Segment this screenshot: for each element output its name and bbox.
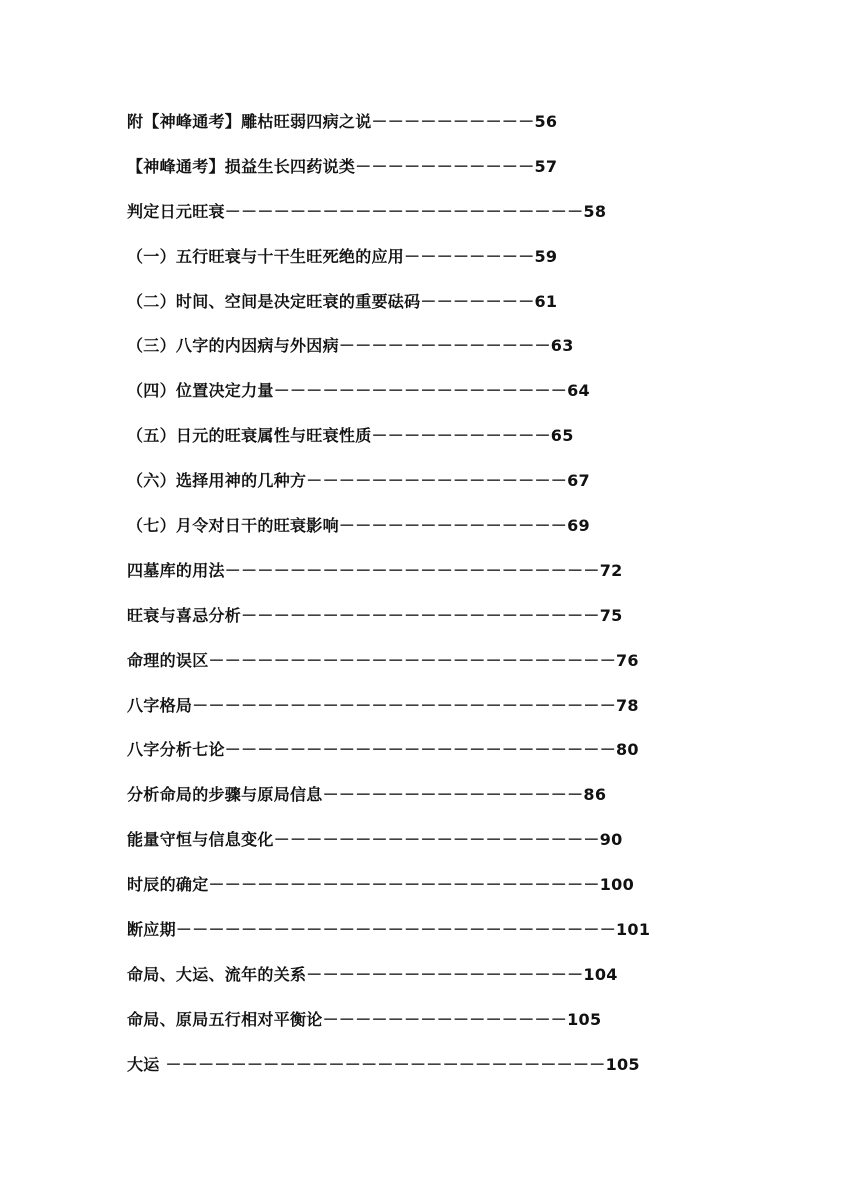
toc-entry: 大运 －－－－－－－－－－－－－－－－－－－－－－－－－－－105 <box>127 1054 640 1074</box>
toc-entry: （四）位置决定力量－－－－－－－－－－－－－－－－－－64 <box>127 381 590 401</box>
table-of-contents <box>127 100 827 1088</box>
toc-entry: 八字格局－－－－－－－－－－－－－－－－－－－－－－－－－－78 <box>127 695 639 715</box>
toc-entry: 旺衰与喜忌分析－－－－－－－－－－－－－－－－－－－－－－75 <box>127 605 623 625</box>
toc-entry: （三）八字的内因病与外因病－－－－－－－－－－－－－63 <box>127 336 574 356</box>
toc-entry: 能量守恒与信息变化－－－－－－－－－－－－－－－－－－－－90 <box>127 830 623 850</box>
toc-entry: 断应期－－－－－－－－－－－－－－－－－－－－－－－－－－－101 <box>127 920 651 940</box>
toc-entry: （二）时间、空间是决定旺衰的重要砝码－－－－－－－61 <box>127 291 558 311</box>
toc-entry: 命理的误区－－－－－－－－－－－－－－－－－－－－－－－－－76 <box>127 650 639 670</box>
toc-entry: （五）日元的旺衰属性与旺衰性质－－－－－－－－－－－65 <box>127 426 574 446</box>
toc-entry: （六）选择用神的几种方－－－－－－－－－－－－－－－－67 <box>127 471 590 491</box>
toc-entry: 附【神峰通考】雕枯旺弱四病之说－－－－－－－－－－56 <box>127 112 558 131</box>
toc-entry: 【神峰通考】损益生长四药说类－－－－－－－－－－－57 <box>127 156 558 176</box>
toc-entry: 判定日元旺衰－－－－－－－－－－－－－－－－－－－－－－58 <box>127 201 607 221</box>
toc-entry: （七）月令对日干的旺衰影响－－－－－－－－－－－－－－69 <box>127 516 590 536</box>
toc-entry: 命局、大运、流年的关系－－－－－－－－－－－－－－－－－104 <box>127 964 618 984</box>
toc-entry: 四墓库的用法－－－－－－－－－－－－－－－－－－－－－－－72 <box>127 560 623 580</box>
toc-entry: 命局、原局五行相对平衡论－－－－－－－－－－－－－－－105 <box>127 1009 602 1029</box>
toc-entry: 分析命局的步骤与原局信息－－－－－－－－－－－－－－－－86 <box>127 785 607 805</box>
toc-entry: （一）五行旺衰与十干生旺死绝的应用－－－－－－－－59 <box>127 246 558 266</box>
toc-entry: 时辰的确定－－－－－－－－－－－－－－－－－－－－－－－－100 <box>127 875 634 895</box>
toc-entry: 八字分析七论－－－－－－－－－－－－－－－－－－－－－－－－80 <box>127 740 639 760</box>
